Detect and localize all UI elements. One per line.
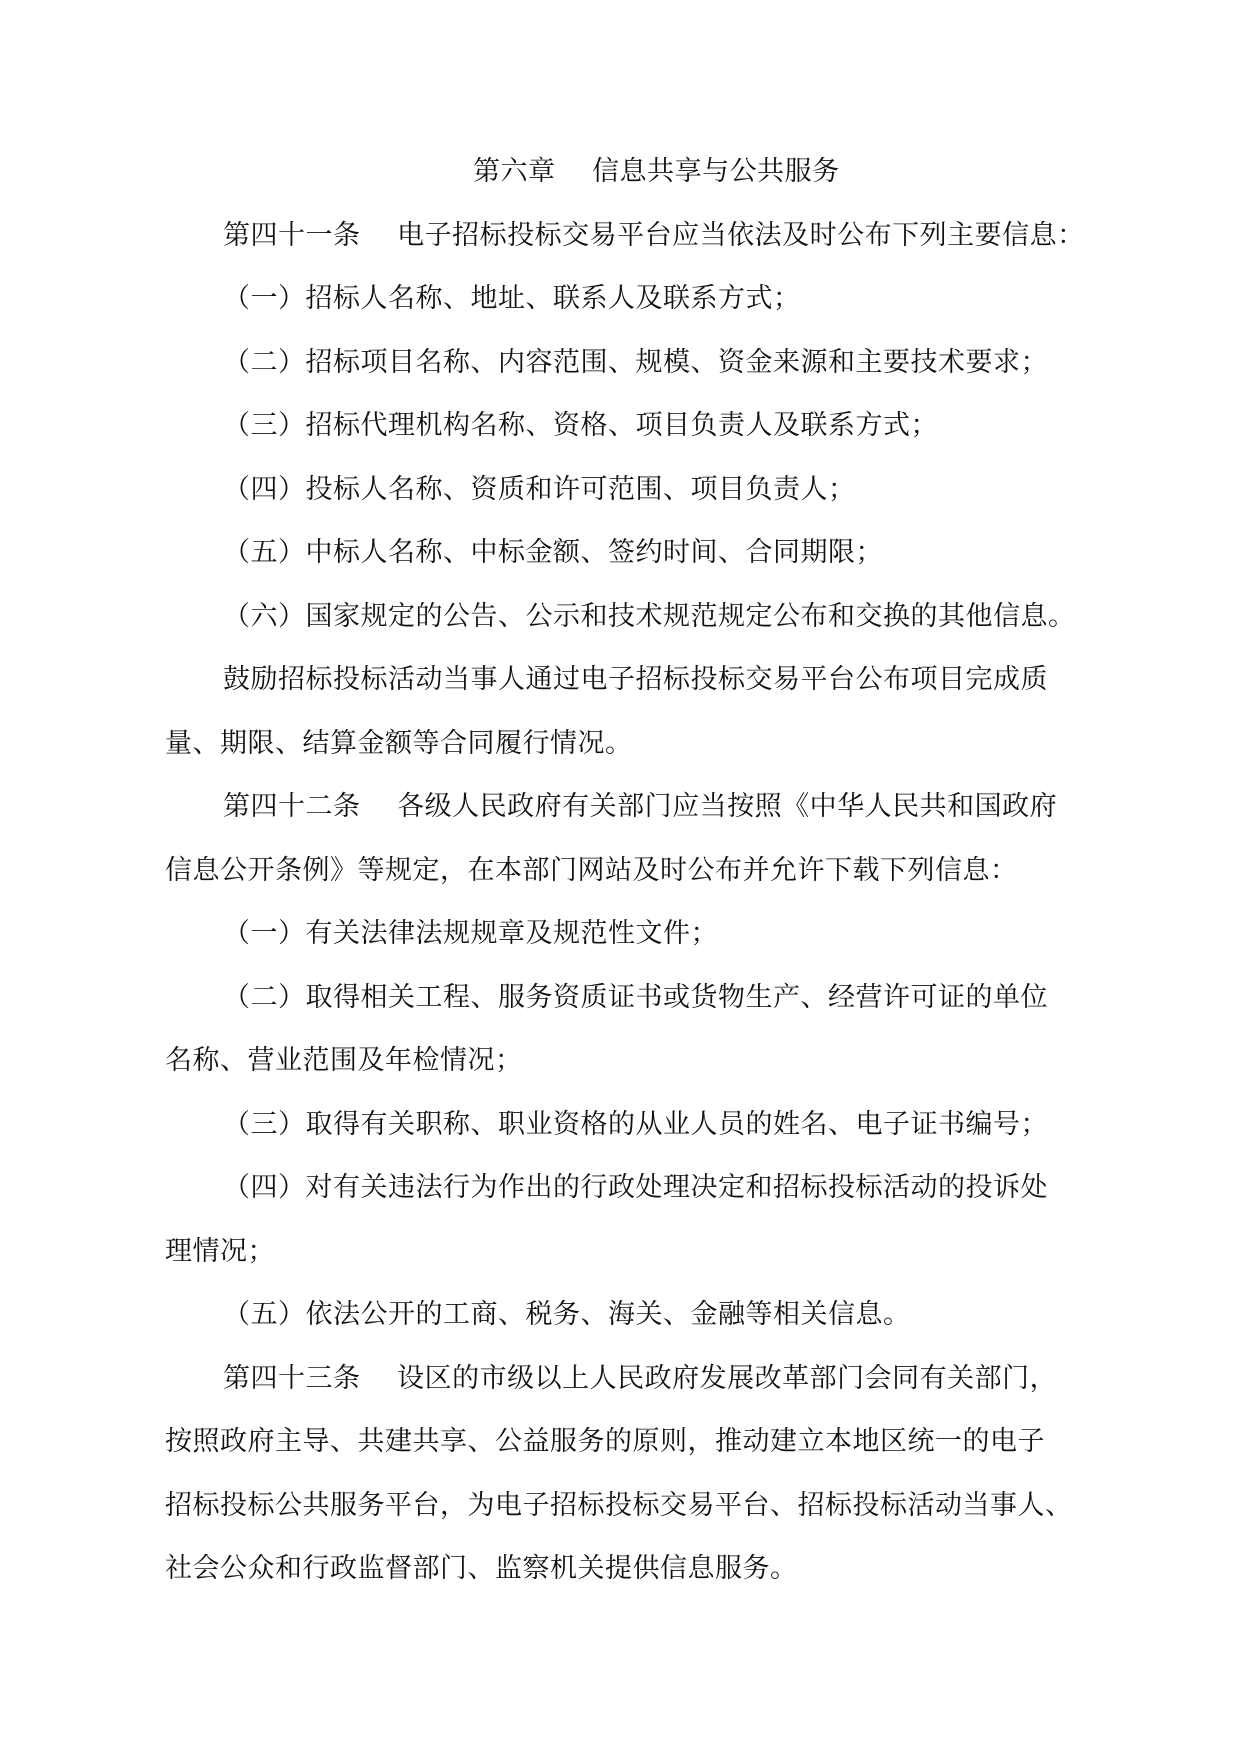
article-42-item-4-continued: 理情况； [165,1235,275,1267]
article-41-item-3: （三）招标代理机构名称、资格、项目负责人及联系方式； [223,410,938,441]
article-42-item-2: （二）取得相关工程、服务资质证书或货物生产、经营许可证的单位 [223,981,1048,1013]
article-42-heading: 第四十二条 各级人民政府有关部门应当按照《中华人民共和国政府 [223,791,1058,822]
article-41-heading: 第四十一条 电子招标投标交易平台应当依法及时公布下列主要信息： [223,219,1085,251]
article-42-item-1: （一）有关法律法规规章及规范性文件； [223,918,718,949]
article-42-item-4: （四）对有关违法行为作出的行政处理决定和招标投标活动的投诉处 [223,1172,1048,1203]
article-43-continued-1: 按照政府主导、共建共享、公益服务的原则，推动建立本地区统一的电子 [165,1426,1045,1457]
article-43-heading: 第四十三条 设区的市级以上人民政府发展改革部门会同有关部门， [223,1362,1058,1394]
article-41-item-4: （四）投标人名称、资质和许可范围、项目负责人； [223,473,856,505]
article-41-item-2: （二）招标项目名称、内容范围、规模、资金来源和主要技术要求； [223,346,1048,378]
article-43-continued-3: 社会公众和行政监督部门、监察机关提供信息服务。 [165,1553,798,1584]
article-43-continued-2: 招标投标公共服务平台，为电子招标投标交易平台、招标投标活动当事人、 [165,1489,1073,1521]
article-41-item-5: （五）中标人名称、中标金额、签约时间、合同期限； [223,537,883,568]
document-body [165,140,1105,1601]
article-41-item-1: （一）招标人名称、地址、联系人及联系方式； [223,283,801,314]
article-42-item-5: （五）依法公开的工商、税务、海关、金融等相关信息。 [223,1299,911,1330]
chapter-title: 第六章 信息共享与公共服务 [473,156,840,187]
article-42-item-3: （三）取得有关职称、职业资格的从业人员的姓名、电子证书编号； [223,1108,1048,1140]
article-41-item-6: （六）国家规定的公告、公示和技术规范规定公布和交换的其他信息。 [223,600,1076,632]
article-41-paragraph-continued: 量、期限、结算金额等合同履行情况。 [165,727,633,759]
article-41-paragraph: 鼓励招标投标活动当事人通过电子招标投标交易平台公布项目完成质 [223,664,1048,695]
article-42-item-2-continued: 名称、营业范围及年检情况； [165,1045,523,1076]
article-42-heading-continued: 信息公开条例》等规定，在本部门网站及时公布并允许下载下列信息： [165,854,1018,886]
